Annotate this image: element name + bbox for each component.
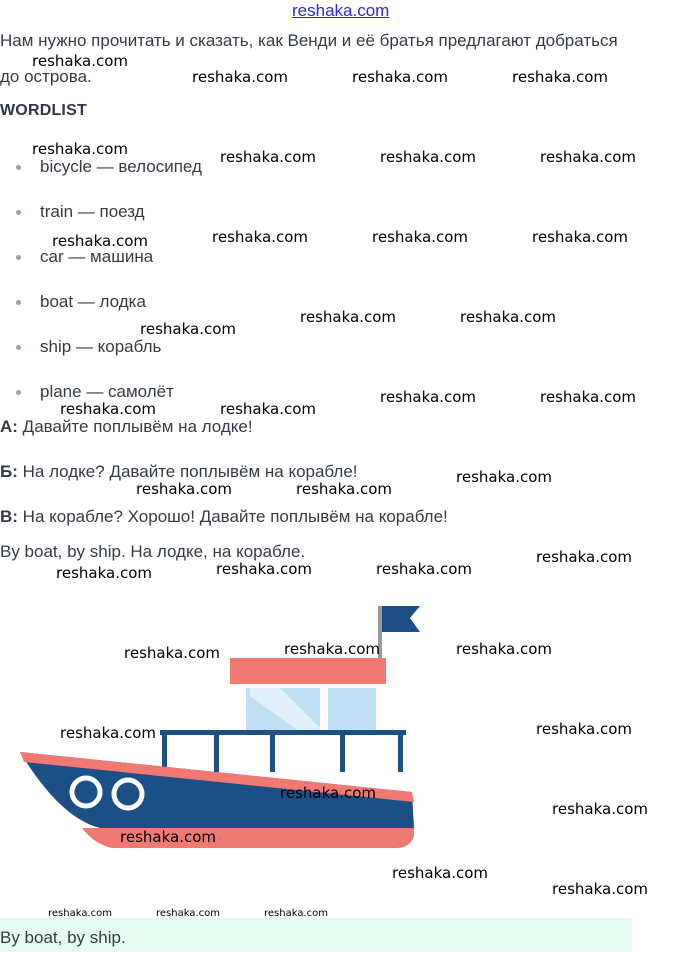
watermark: reshaka.com: [136, 480, 232, 498]
watermark: reshaka.com: [380, 388, 476, 406]
watermark: reshaka.com: [220, 400, 316, 418]
cabin-roof: [230, 658, 386, 684]
dialog-line-a: [0, 417, 253, 437]
word-item-text: ship — корабль: [40, 337, 162, 356]
watermark: reshaka.com: [300, 308, 396, 326]
dialog-text: На лодке? Давайте поплывём на корабле!: [17, 462, 358, 481]
watermark: reshaka.com: [124, 644, 220, 662]
speaker-label: Б:: [0, 462, 18, 481]
word-item-text: car — машина: [40, 247, 154, 266]
bullet-icon: [16, 210, 21, 215]
watermark: reshaka.com: [536, 720, 632, 738]
watermark: reshaka.com: [32, 140, 128, 158]
dialog-text: Давайте поплывём на лодке!: [17, 417, 253, 436]
intro-line-2: до острова.: [0, 67, 92, 86]
site-link[interactable]: reshaka.com: [292, 1, 390, 20]
bullet-icon: [16, 255, 21, 260]
watermark: reshaka.com: [380, 148, 476, 166]
railing-post: [162, 730, 167, 772]
watermark: reshaka.com: [48, 908, 112, 919]
watermark: reshaka.com: [372, 228, 468, 246]
word-item-text: boat — лодка: [40, 292, 146, 311]
watermark: reshaka.com: [212, 228, 308, 246]
watermark: reshaka.com: [216, 560, 312, 578]
railing-post: [214, 730, 219, 772]
watermark: reshaka.com: [52, 232, 148, 250]
flag: [382, 606, 420, 632]
watermark: reshaka.com: [536, 548, 632, 566]
watermark: reshaka.com: [540, 148, 636, 166]
answer-text: By boat, by ship.: [0, 928, 126, 947]
watermark: reshaka.com: [284, 640, 380, 658]
watermark: reshaka.com: [552, 800, 648, 818]
bullet-icon: [16, 345, 21, 350]
watermark: reshaka.com: [540, 388, 636, 406]
railing-post: [398, 730, 403, 772]
dialog-line-v: [0, 507, 448, 527]
summary-text: By boat, by ship. На лодке, на корабле.: [0, 542, 306, 561]
speaker-label: А:: [0, 417, 18, 436]
watermark: reshaka.com: [32, 52, 128, 70]
watermark: reshaka.com: [220, 148, 316, 166]
word-item-text: bicycle — велосипед: [40, 157, 202, 176]
watermark: reshaka.com: [352, 68, 448, 86]
watermark: reshaka.com: [60, 724, 156, 742]
watermark: reshaka.com: [460, 308, 556, 326]
dialog-line-b: [0, 462, 358, 482]
wordlist-title: WORDLIST: [0, 102, 87, 119]
watermark: reshaka.com: [296, 480, 392, 498]
watermark: reshaka.com: [264, 908, 328, 919]
dialog-text: На корабле? Хорошо! Давайте поплывём на корабле!: [17, 507, 448, 526]
watermark: reshaka.com: [532, 228, 628, 246]
watermark: reshaka.com: [280, 784, 376, 802]
bullet-icon: [16, 390, 21, 395]
speaker-label: В:: [0, 507, 18, 526]
watermark: reshaka.com: [56, 564, 152, 582]
railing-post: [340, 730, 345, 772]
word-item-text: plane — самолёт: [40, 382, 174, 401]
watermark: reshaka.com: [140, 320, 236, 338]
watermark: reshaka.com: [156, 908, 220, 919]
word-item-text: train — поезд: [40, 202, 145, 221]
watermark: reshaka.com: [512, 68, 608, 86]
cabin-window: [328, 688, 376, 732]
watermark: reshaka.com: [392, 864, 488, 882]
intro-line-1: Нам нужно прочитать и сказать, как Венди и её братья предлагают добраться: [0, 31, 618, 50]
watermark: reshaka.com: [456, 640, 552, 658]
railing-post: [270, 730, 275, 772]
watermark: reshaka.com: [552, 880, 648, 898]
watermark: reshaka.com: [120, 828, 216, 846]
watermark: reshaka.com: [376, 560, 472, 578]
bullet-icon: [16, 165, 21, 170]
watermark: reshaka.com: [60, 400, 156, 418]
bullet-icon: [16, 300, 21, 305]
watermark: reshaka.com: [192, 68, 288, 86]
watermark: reshaka.com: [456, 468, 552, 486]
railing-top: [160, 730, 406, 735]
